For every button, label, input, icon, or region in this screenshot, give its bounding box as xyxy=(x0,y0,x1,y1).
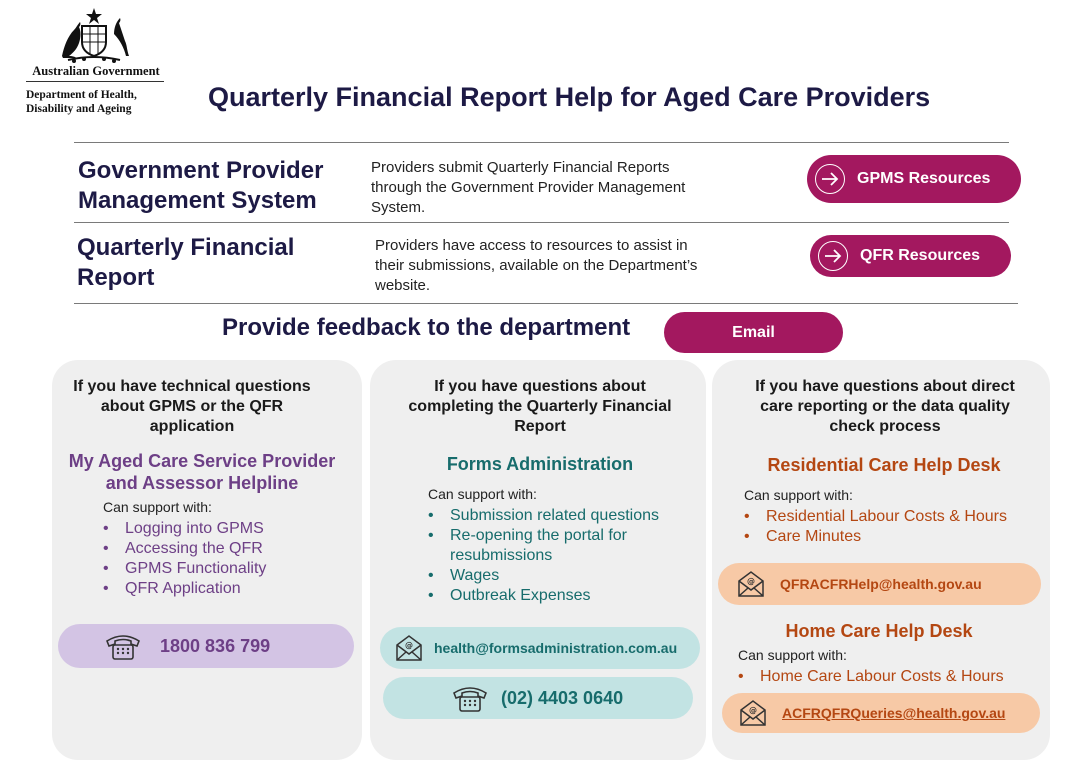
feedback-title: Provide feedback to the department xyxy=(222,314,631,341)
helpline-heading xyxy=(52,450,352,494)
question-line: care reporting or the data quality xyxy=(760,398,1010,415)
helpline-phone-number: 1800 836 799 xyxy=(160,635,271,656)
list-item: • Accessing the QFR xyxy=(101,539,266,559)
support-list xyxy=(742,507,1007,547)
support-list xyxy=(101,519,266,599)
coat-of-arms-icon xyxy=(54,6,134,66)
qfr-title-line: Quarterly Financial xyxy=(77,234,295,261)
list-item xyxy=(426,546,659,566)
gpms-section-description xyxy=(371,158,685,218)
gpms-desc-line: through the Government Provider Management xyxy=(371,179,686,196)
home-care-email-address: ACFRQFRQueries@health.gov.au xyxy=(782,705,1006,721)
question-line: Report xyxy=(514,418,566,435)
forms-admin-email[interactable] xyxy=(380,627,700,669)
helpline-phone[interactable] xyxy=(58,624,354,668)
question-line: about GPMS or the QFR xyxy=(100,398,284,415)
email-button[interactable]: Email xyxy=(664,312,843,353)
svg-text:@: @ xyxy=(747,577,755,586)
forms-admin-email-address: health@formsadministration.com.au xyxy=(434,640,678,656)
qfr-section-description xyxy=(375,236,697,296)
qfr-resources-button[interactable] xyxy=(810,235,1011,277)
logo-divider xyxy=(26,81,164,82)
support-label: Can support with: xyxy=(103,499,212,515)
gpms-section-title xyxy=(78,156,323,216)
card-question xyxy=(372,377,708,437)
heading-line: My Aged Care Service Provider xyxy=(68,451,336,471)
page-title: Quarterly Financial Report Help for Aged Care Providers xyxy=(208,82,931,112)
telephone-icon xyxy=(104,631,142,661)
divider xyxy=(74,303,1018,304)
department-name-line: Disability and Ageing xyxy=(26,103,132,115)
list-item: • Home Care Labour Costs & Hours xyxy=(736,667,1004,687)
qfr-title-line: Report xyxy=(77,264,155,291)
forms-admin-phone-number: (02) 4403 0640 xyxy=(501,687,624,708)
arrow-right-icon xyxy=(818,241,848,271)
email-icon xyxy=(738,698,768,728)
heading-line: and Assessor Helpline xyxy=(105,473,299,493)
gpms-resources-button[interactable] xyxy=(807,155,1021,203)
list-item: • Re-opening the portal for xyxy=(426,526,659,546)
arrow-right-icon xyxy=(815,164,845,194)
question-line: If you have questions about direct xyxy=(755,378,1015,395)
support-label: Can support with: xyxy=(428,486,537,502)
list-item-continuation: resubmissions xyxy=(450,547,553,564)
svg-text:@: @ xyxy=(749,706,757,715)
forms-admin-phone[interactable] xyxy=(383,677,693,719)
card-question xyxy=(52,377,332,437)
home-care-email[interactable] xyxy=(722,693,1040,733)
home-care-help-desk-heading: Home Care Help Desk xyxy=(785,621,973,641)
gpms-resources-label: GPMS Resources xyxy=(857,170,991,187)
residential-help-desk-heading: Residential Care Help Desk xyxy=(767,455,1001,475)
list-item: • Care Minutes xyxy=(742,527,1007,547)
telephone-icon xyxy=(451,683,489,713)
forms-admin-heading: Forms Administration xyxy=(446,454,634,474)
department-name-line: Department of Health, xyxy=(26,89,137,101)
gpms-desc-line: Providers submit Quarterly Financial Reports xyxy=(371,159,670,176)
question-line: If you have technical questions xyxy=(73,378,311,395)
qfr-desc-line: their submissions, available on the Department’s xyxy=(375,257,698,274)
question-line: application xyxy=(149,418,235,435)
list-item: • Submission related questions xyxy=(426,506,659,526)
list-item: • GPMS Functionality xyxy=(101,559,266,579)
department-name xyxy=(26,88,166,116)
gpms-title-line: Management System xyxy=(78,187,317,214)
list-item: • QFR Application xyxy=(101,579,266,599)
support-label: Can support with: xyxy=(738,647,847,663)
list-item: • Residential Labour Costs & Hours xyxy=(742,507,1007,527)
svg-text:@: @ xyxy=(405,641,413,650)
list-item: • Wages xyxy=(426,566,659,586)
divider xyxy=(74,222,1009,223)
support-list xyxy=(736,667,1004,687)
qfr-resources-label: QFR Resources xyxy=(860,247,981,264)
card-question xyxy=(716,377,1054,437)
residential-email[interactable] xyxy=(718,563,1041,605)
email-icon xyxy=(736,569,766,599)
list-item: • Logging into GPMS xyxy=(101,519,266,539)
question-line: check process xyxy=(829,418,941,435)
qfr-desc-line: Providers have access to resources to assist in xyxy=(375,237,688,254)
question-line: If you have questions about xyxy=(434,378,646,395)
email-icon xyxy=(394,633,424,663)
gpms-desc-line: System. xyxy=(371,199,426,216)
support-list xyxy=(426,506,659,606)
qfr-desc-line: website. xyxy=(375,277,431,294)
divider xyxy=(74,142,1009,143)
support-label: Can support with: xyxy=(744,487,853,503)
government-name: Australian Government xyxy=(32,64,160,78)
question-line: completing the Quarterly Financial xyxy=(408,398,672,415)
gpms-title-line: Government Provider xyxy=(78,157,324,184)
residential-email-address: QFRACFRHelp@health.gov.au xyxy=(780,576,982,592)
qfr-section-title xyxy=(77,233,294,293)
list-item: • Outbreak Expenses xyxy=(426,586,659,606)
